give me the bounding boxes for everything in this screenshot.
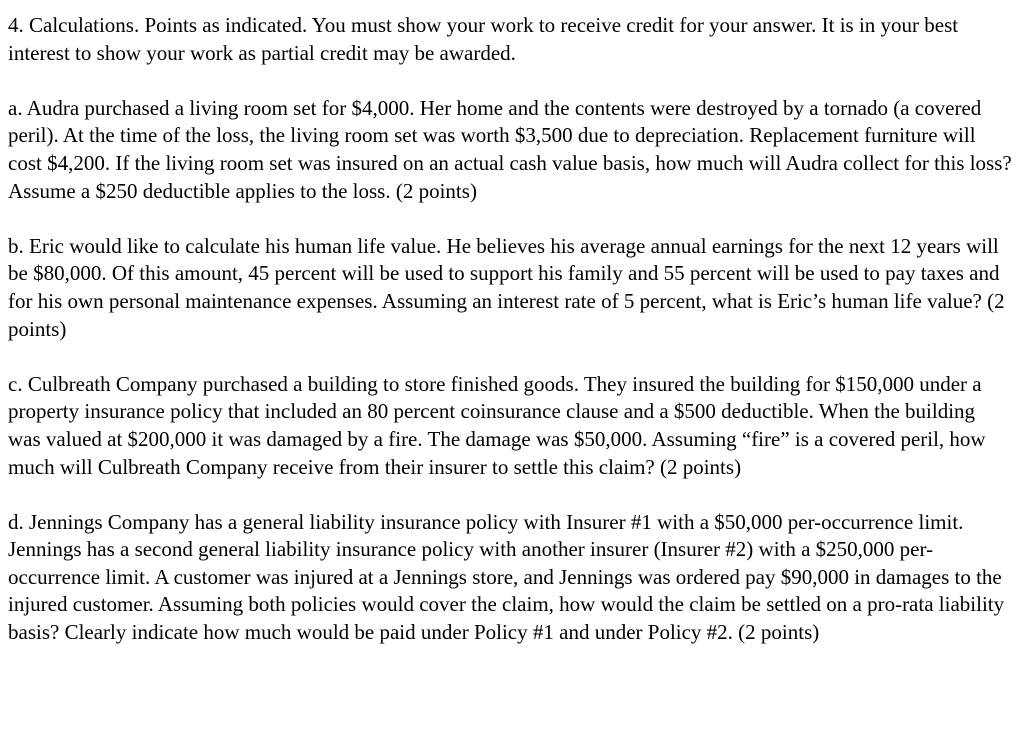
document-page [8, 12, 1012, 647]
question-a: a. Audra purchased a living room set for $4,000. Her home and the contents were destroyed by a tornado (a covered peril). At the time of the loss, the living room set was worth $3,500 due to depreciation. Replacement furniture will cost $4,200. If the living room set was insured on an actual cash value basis, how much will Audra collect for this loss? Assume a $250 deductible applies to the loss. (2 points) [8, 95, 1012, 203]
question-d: d. Jennings Company has a general liability insurance policy with Insurer #1 with a $50,000 per-occurrence limit. Jennings has a second general liability insurance policy with another insurer (Insurer #2) with a $250,000 per-occurrence limit. A customer was injured at a Jennings store, and Jennings was ordered pay $90,000 in damages to the injured customer. Assuming both policies would cover the claim, how would the claim be settled on a pro-rata liability basis? Clearly indicate how much would be paid under Policy #1 and under Policy #2. (2 points) [8, 509, 1005, 645]
question-c: c. Culbreath Company purchased a building to store finished goods. They insured the building for $150,000 under a property insurance policy that included an 80 percent coinsurance clause and a $500 deductible. When the building was valued at $200,000 it was damaged by a fire. The damage was $50,000. Assuming “fire” is a covered peril, how much will Culbreath Company receive from their insurer to settle this claim? (2 points) [8, 371, 986, 479]
question-b: b. Eric would like to calculate his human life value. He believes his average annual earnings for the next 12 years will be $80,000. Of this amount, 45 percent will be used to support his family and 55 percent will be used to pay taxes and for his own personal maintenance expenses. Assuming an interest rate of 5 percent, what is Eric’s human life value? (2 points) [8, 233, 1005, 341]
instructions-paragraph: 4. Calculations. Points as indicated. You must show your work to receive credit for your answer. It is in your best interest to show your work as partial credit may be awarded. [8, 13, 959, 65]
